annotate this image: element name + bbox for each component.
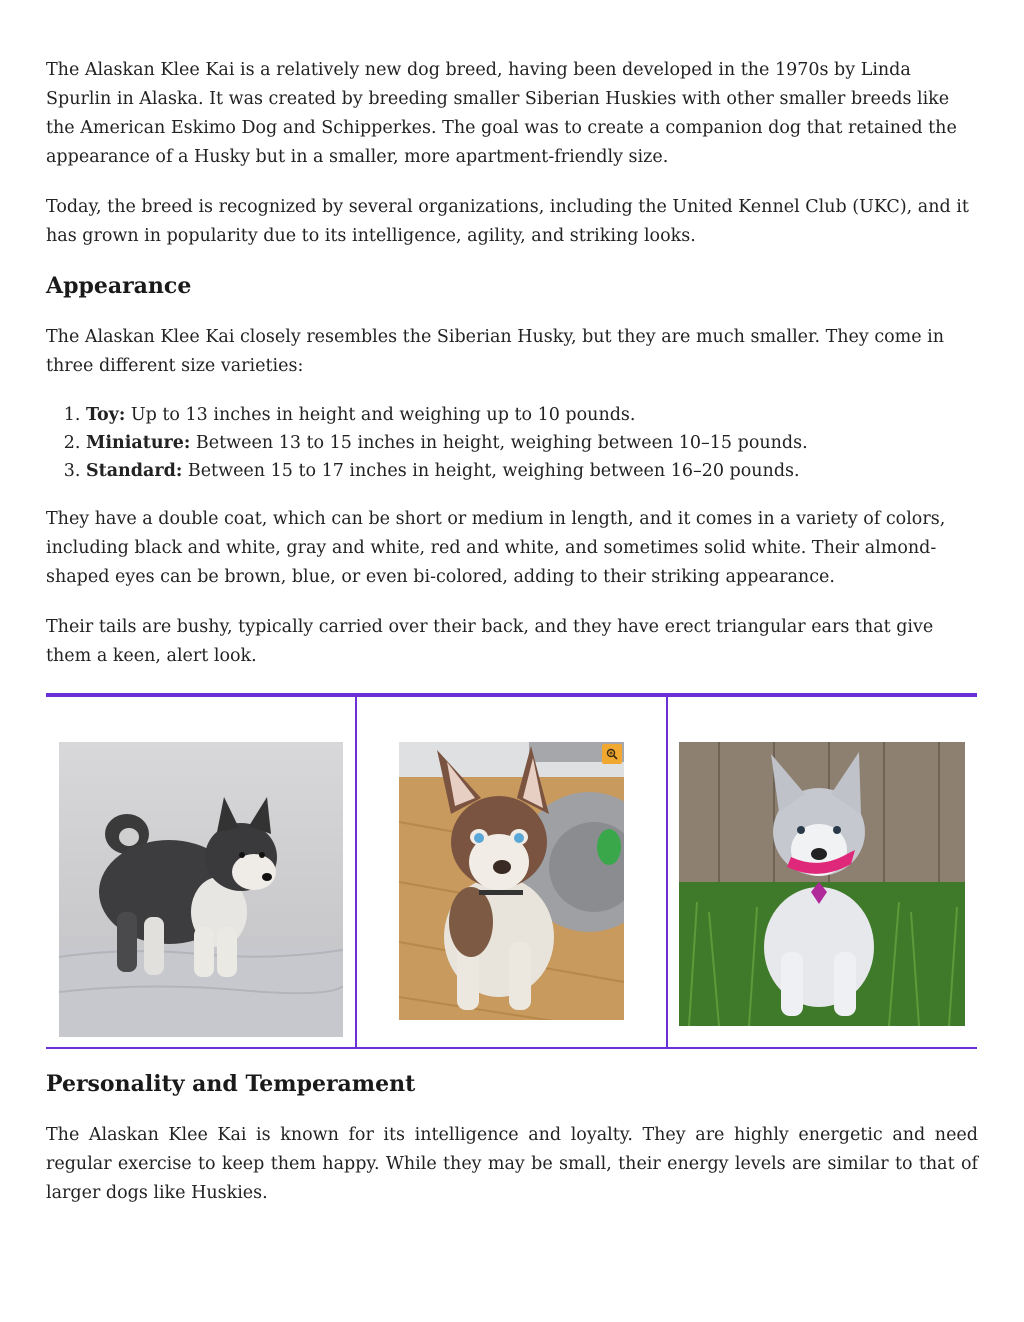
size-label: Standard: (86, 461, 183, 481)
size-varieties-list (46, 401, 978, 485)
size-text: Between 15 to 17 inches in height, weighing between 16–20 pounds. (182, 461, 800, 481)
gallery-cell-3 (666, 697, 977, 1047)
appearance-section (46, 272, 978, 671)
zoom-button[interactable] (602, 744, 622, 764)
personality-paragraph: The Alaskan Klee Kai is known for its intelligence and loyalty. They are highly energetic and need regular exercise to keep them happy. While they may be small, their energy levels are similar to that of larger dogs like Huskies. (46, 1125, 978, 1203)
zoom-icon (606, 748, 618, 760)
list-item (86, 457, 978, 485)
gallery-cell-2 (355, 697, 666, 1047)
intro-section (46, 56, 978, 251)
list-item (86, 429, 978, 457)
puppy-photo-black-white[interactable] (59, 742, 343, 1037)
personality-section (46, 1070, 978, 1208)
gallery-cell-1 (46, 697, 355, 1047)
size-text: Up to 13 inches in height and weighing up to 10 pounds. (125, 405, 636, 425)
size-label: Miniature: (86, 433, 191, 453)
puppy-photo-red-white[interactable] (399, 742, 624, 1020)
list-item (86, 401, 978, 429)
size-text: Between 13 to 15 inches in height, weighing between 10–15 pounds. (190, 433, 808, 453)
intro-paragraph-2: Today, the breed is recognized by several organizations, including the United Kennel Club (UKC), and it has grown in popularity due to its intelligence, agility, and striking looks. (46, 197, 969, 246)
puppy-photo-gray-white[interactable] (679, 742, 965, 1026)
intro-paragraph-1: The Alaskan Klee Kai is a relatively new dog breed, having been developed in the 1970s by Linda Spurlin in Alaska. It was created by breeding smaller Siberian Huskies with other smaller breeds like the American Eskimo Dog and Schipperkes. The goal was to create a companion dog that retained the appearance of a Husky but in a smaller, more apartment-friendly size. (46, 60, 957, 167)
size-label: Toy: (86, 405, 126, 425)
personality-heading: Personality and Temperament (46, 1071, 416, 1097)
appearance-heading: Appearance (46, 273, 192, 299)
photo-gallery (46, 693, 977, 1049)
appearance-intro: The Alaskan Klee Kai closely resembles the Siberian Husky, but they are much smaller. They come in three different size varieties: (46, 327, 945, 376)
coat-paragraph: They have a double coat, which can be short or medium in length, and it comes in a variety of colors, including black and white, gray and white, red and white, and sometimes solid white. Their almond-shaped eyes can be brown, blue, or even bi-colored, adding to their striking appearance. (46, 509, 946, 587)
tails-paragraph: Their tails are bushy, typically carried over their back, and they have erect triangular ears that give them a keen, alert look. (46, 617, 934, 666)
